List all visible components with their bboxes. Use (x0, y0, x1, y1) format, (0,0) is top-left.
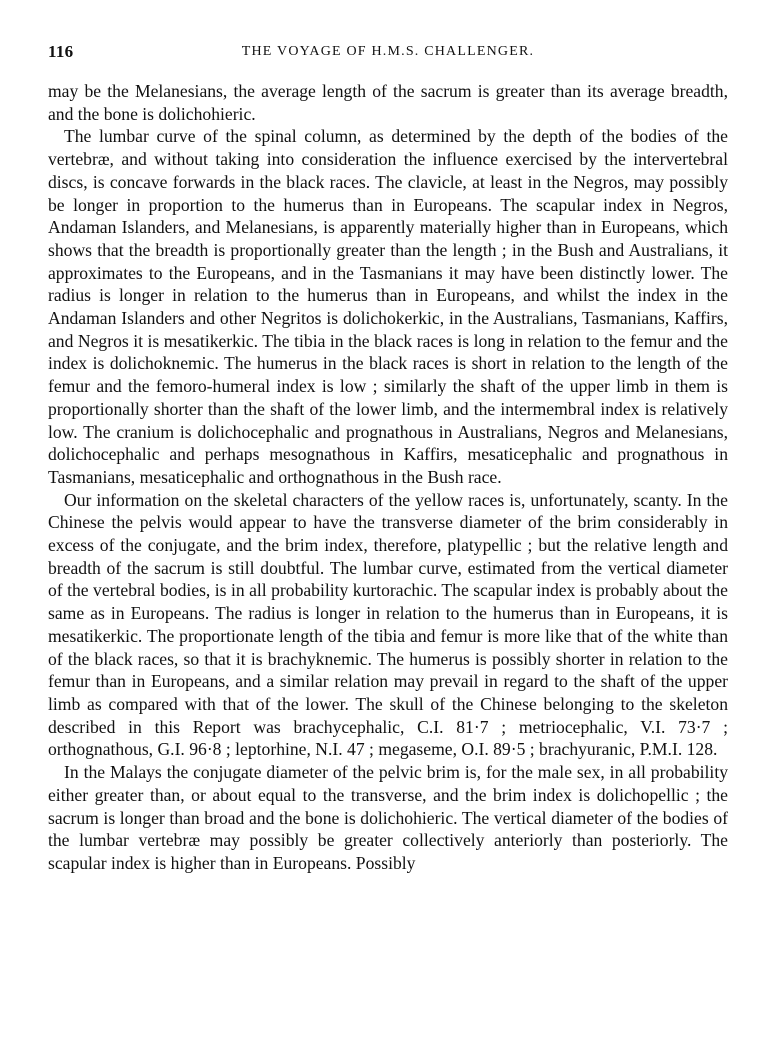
page-number: 116 (48, 42, 74, 61)
body-text (48, 80, 728, 875)
paragraph-continued: may be the Melanesians, the average length of the sacrum is greater than its average breadth, and the bone is dolichohieric. (48, 81, 728, 124)
paragraph-malays: In the Malays the conjugate diameter of the pelvic brim is, for the male sex, in all probability either greater than, or about equal to the transverse, and the brim index is dolichopellic ; the sacrum is longer than broad and the bone is dolichohieric. The vertical diameter of the bodies of the lumbar vertebræ may possibly be greater collectively anteriorly than posteriorly. The scapular index is higher than in Europeans. Possibly (48, 762, 728, 873)
paragraph-yellow-races: Our information on the skeletal characters of the yellow races is, unfortunately, scanty. In the Chinese the pelvis would appear to have the transverse diameter of the brim considerably in excess of the conjugate, and the brim index, therefore, platypellic ; but the relative length and breadth of the sacrum is still doubtful. The lumbar curve, estimated from the vertical diameter of the vertebral bodies, is in all probability kurtorachic. The scapular index is probably about the same as in Europeans. The radius is longer in relation to the humerus than in Europeans, it is mesatikerkic. The proportionate length of the tibia and femur is more like that of the white than of the black races, so that it is brachyknemic. The humerus is possibly shorter in relation to the femur than in Europeans, and a similar relation may prevail in regard to the shaft of the upper limb as compared with that of the lower. The skull of the Chinese belonging to the skeleton described in this Report was brachycephalic, C.I. 81·7 ; metriocephalic, V.I. 73·7 ; orthognathous, G.I. 96·8 ; leptorhine, N.I. 47 ; megaseme, O.I. 89·5 ; brachyuranic, P.M.I. 128. (48, 489, 728, 760)
paragraph-black-races: The lumbar curve of the spinal column, as determined by the depth of the bodies of the vertebræ, and without taking into consideration the influence exercised by the intervertebral discs, is concave forwards in the black races. The clavicle, at least in the Negros, may possibly be longer in proportion to the humerus than in Europeans. The scapular index in Negros, Andaman Islanders, and Melanesians, is apparently materially higher than in Europeans, which shows that the breadth is proportionally greater than the length ; in the Bush and Australians, it approximates to the Europeans, and in the Tasmanians it may have been distinctly lower. The radius is longer in relation to the humerus than in Europeans, and whilst the index in the Andaman Islanders and other Negritos is dolichokerkic, in the Australians, Tasmanians, Kaffirs, and Negros it is mesatikerkic. The tibia in the black races is long in relation to the femur and the index is dolichoknemic. The humerus in the black races is short in relation to the length of the femur and the femoro-humeral index is low ; similarly the shaft of the upper limb in them is proportionally shorter than the shaft of the lower limb, and the intermembral index is relatively low. The cranium is dolichocephalic and prognathous in Australians, Negros and Melanesians, dolichocephalic and perhaps mesognathous in Kaffirs, mesaticephalic and prognathous in Tasmanians, mesaticephalic and orthognathous in the Bush race. (48, 126, 728, 487)
page-header (48, 42, 728, 66)
running-title: THE VOYAGE OF H.M.S. CHALLENGER. (241, 44, 535, 59)
